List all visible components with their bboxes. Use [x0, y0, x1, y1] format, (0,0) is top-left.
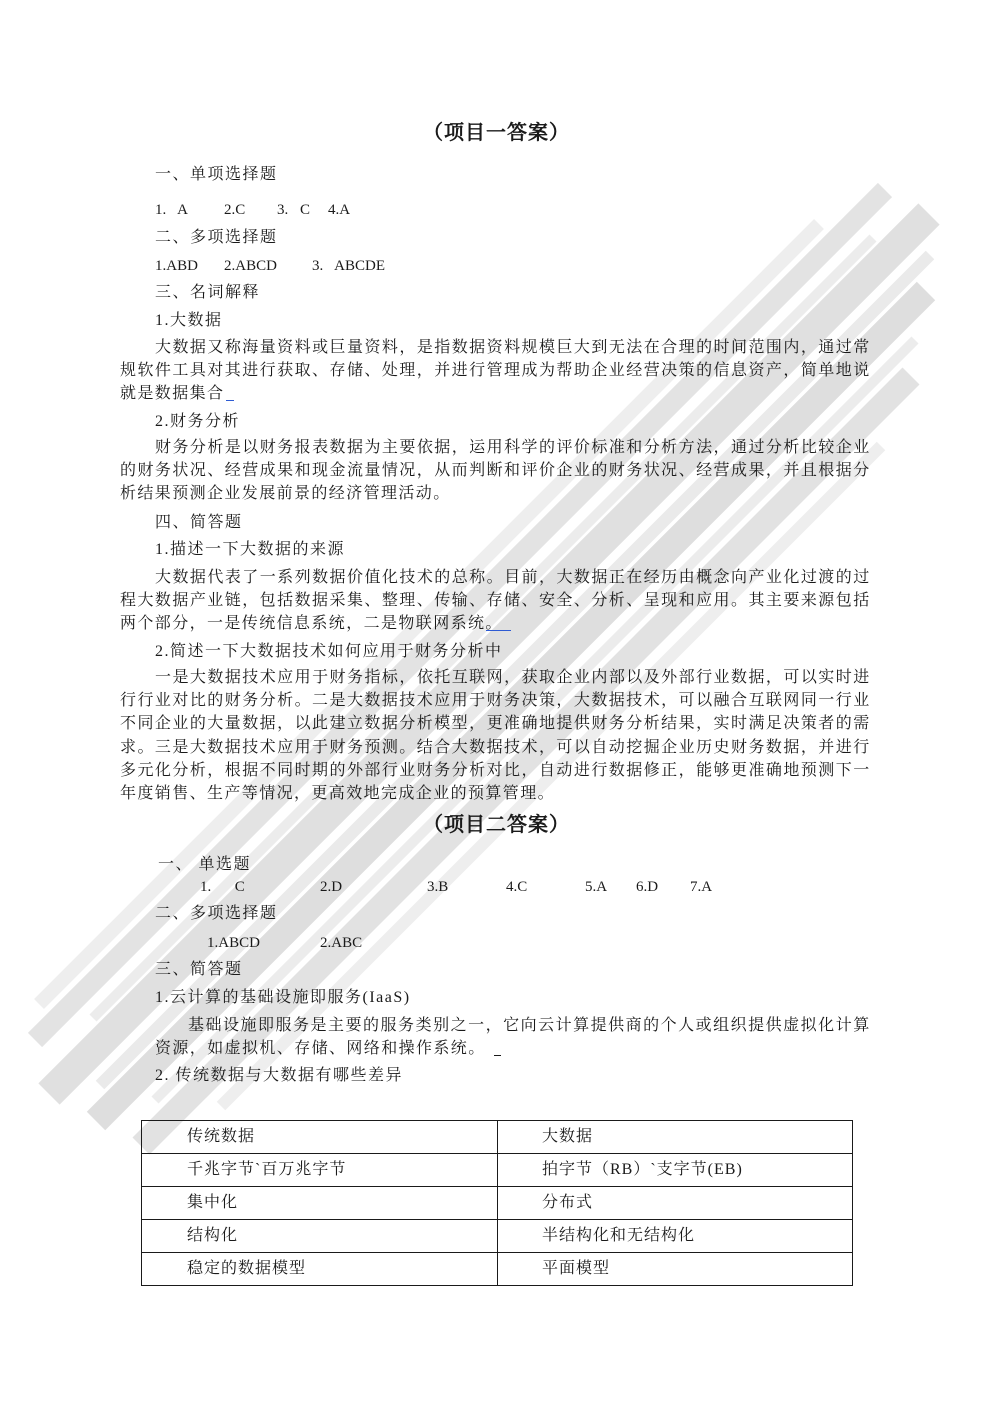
answer-item: 2.D	[320, 879, 343, 895]
answer-item: 1. A	[155, 202, 189, 218]
underline-mark	[494, 1055, 501, 1056]
table-header-row	[142, 1121, 853, 1154]
term-definition	[120, 436, 870, 506]
section-heading-single-choice: 一、单项选择题	[155, 166, 278, 183]
paragraph-line: 规软件工具对其进行获取、存储、处理，并进行管理成为帮助企业经营决策的信息资产，简单地说	[120, 362, 870, 380]
paragraph-line-text: 两个部分，一是传统信息系统，二是物联网系统。	[120, 615, 503, 633]
answer-item: 4.A	[328, 202, 351, 218]
paragraph-line: 大数据代表了一系列数据价值化技术的总称。目前，大数据正在经历由概念向产业化过渡的过	[155, 569, 870, 586]
answer-item: 2.ABC	[320, 935, 363, 951]
answer-paragraph	[155, 1014, 870, 1060]
question-title: 2. 传统数据与大数据有哪些差异	[155, 1067, 404, 1084]
answer-item: 3. C	[277, 202, 311, 218]
underline-mark	[226, 400, 234, 401]
paragraph-line: 程大数据产业链，包括数据采集、整理、传输、存储、安全、分析、呈现和应用。其主要来源包括	[120, 592, 870, 610]
term-title: 2.财务分析	[155, 413, 241, 430]
question-title: 2.简述一下大数据技术如何应用于财务分析中	[155, 643, 503, 660]
table-row	[142, 1253, 853, 1286]
answer-item: 2.ABCD	[224, 258, 277, 274]
answer-item: 1.ABD	[155, 258, 198, 274]
table-row	[142, 1220, 853, 1253]
paragraph-line: 基础设施即服务是主要的服务类别之一，它向云计算提供商的个人或组织提供虚拟化计算	[188, 1017, 870, 1034]
paragraph-line-text: 资源，如虚拟机、存储、网络和操作系统。	[155, 1040, 486, 1058]
paragraph-line: 一是大数据技术应用于财务指标，依托互联网，获取企业内部以及外部行业数据，可以实时进	[155, 669, 870, 686]
table-cell: 半结构化和无结构化	[498, 1220, 853, 1253]
table-cell: 拍字节（RB）`支字节(EB)	[498, 1154, 853, 1187]
table-cell: 平面模型	[498, 1253, 853, 1286]
table-row	[142, 1154, 853, 1187]
paragraph-line: 不同企业的大量数据，以此建立数据分析模型，更准确地提供财务分析结果，实时满足决策者的需	[120, 715, 870, 733]
term-title: 1.大数据	[155, 312, 223, 329]
table-cell: 稳定的数据模型	[142, 1253, 498, 1286]
table-header-cell: 传统数据	[142, 1121, 498, 1154]
project2-title: （项目二答案）	[423, 814, 570, 836]
question-title: 1.云计算的基础设施即服务(IaaS)	[155, 989, 411, 1006]
section-heading-multiple-choice: 二、多项选择题	[155, 905, 278, 922]
answer-item: 1.ABCD	[207, 935, 260, 951]
comparison-table	[141, 1120, 853, 1286]
paragraph-line: 年度销售、生产等情况，更高效地完成企业的预算管理。	[120, 784, 556, 802]
paragraph-line: 析结果预测企业发展前景的经济管理活动。	[120, 485, 451, 503]
answer-paragraph	[120, 566, 870, 636]
paragraph-line-text: 就是数据集合	[120, 385, 225, 403]
table-cell: 千兆字节`百万兆字节	[142, 1154, 498, 1187]
table-cell: 结构化	[142, 1220, 498, 1253]
paragraph-line: 求。三是大数据技术应用于财务预测。结合大数据技术，可以自动挖掘企业历史财务数据，并进行	[120, 738, 870, 756]
table-row	[142, 1187, 853, 1220]
project1-title: （项目一答案）	[423, 122, 570, 144]
paragraph-line: 大数据又称海量资料或巨量资料，是指数据资料规模巨大到无法在合理的时间范围内，通过常	[155, 339, 870, 356]
question-title: 1.描述一下大数据的来源	[155, 541, 346, 558]
answer-item: 5.A	[585, 879, 608, 895]
paragraph-line: 财务分析是以财务报表数据为主要依据，运用科学的评价标准和分析方法，通过分析比较企业	[155, 439, 870, 456]
paragraph-line	[120, 382, 870, 405]
paragraph-line: 行行业对比的财务分析。二是大数据技术应用于财务决策，大数据技术，可以融合互联网同一行业	[120, 692, 870, 710]
answer-paragraph	[120, 666, 870, 805]
term-definition	[120, 336, 870, 406]
answer-item: 6.D	[636, 879, 659, 895]
answer-item: 3. ABCDE	[312, 258, 386, 274]
paragraph-line	[155, 1037, 870, 1060]
answer-item: 1. C	[200, 879, 245, 895]
answer-item: 3.B	[427, 879, 449, 895]
answer-item: 4.C	[506, 879, 528, 895]
section-heading-single-choice: 一、 单选题	[158, 856, 252, 873]
table-header-cell: 大数据	[498, 1121, 853, 1154]
paragraph-line: 的财务状况、经营成果和现金流量情况，从而判断和评价企业的财务状况、经营成果，并且根据分	[120, 462, 870, 480]
answer-item: 2.C	[224, 202, 246, 218]
section-heading-short-answer: 三、简答题	[155, 961, 243, 978]
section-heading-terms: 三、名词解释	[155, 284, 261, 301]
section-heading-short-answer: 四、简答题	[155, 514, 243, 531]
table-cell: 分布式	[498, 1187, 853, 1220]
paragraph-line: 多元化分析，根据不同时期的外部行业财务分析对比，自动进行数据修正，能够更准确地预测下一	[120, 761, 870, 779]
section-heading-multiple-choice: 二、多项选择题	[155, 229, 278, 246]
table-cell: 集中化	[142, 1187, 498, 1220]
answer-item: 7.A	[690, 879, 713, 895]
underline-mark	[486, 630, 511, 631]
paragraph-line	[120, 612, 870, 635]
